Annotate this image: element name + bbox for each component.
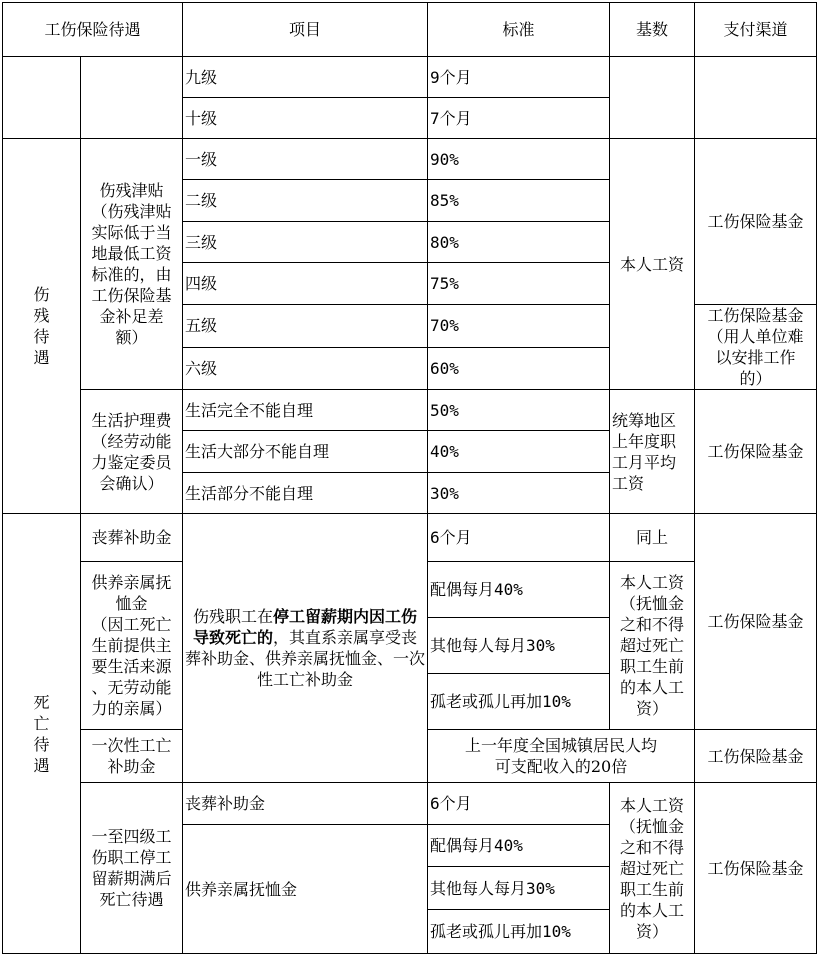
table-row	[3, 783, 817, 825]
standard-cell: 9个月	[428, 57, 610, 98]
grade-cell: 五级	[183, 305, 428, 348]
death-channel: 工伤保险基金	[695, 514, 817, 730]
standard-cell: 配偶每月40%	[428, 562, 610, 618]
table-row	[3, 390, 817, 431]
lump-sum-standard: 上一年度全国城镇居民人均 可支配收入的20倍	[428, 730, 695, 783]
grade-cell: 九级	[183, 57, 428, 98]
table-row	[3, 139, 817, 180]
empty-cell	[3, 57, 81, 139]
header-standard: 标准	[428, 3, 610, 57]
header-base: 基数	[610, 3, 695, 57]
standard-cell: 70%	[428, 305, 610, 348]
standard-cell: 80%	[428, 222, 610, 263]
lump-sum-channel: 工伤保险基金	[695, 730, 817, 783]
grade-cell: 二级	[183, 180, 428, 222]
nursing-base: 统筹地区 上年度职 工月平均 工资	[610, 390, 695, 514]
standard-cell: 6个月	[428, 514, 610, 562]
grade-cell: 六级	[183, 347, 428, 390]
standard-cell: 85%	[428, 180, 610, 222]
standard-cell: 75%	[428, 263, 610, 305]
empty-cell	[81, 57, 183, 139]
grade-cell: 一级	[183, 139, 428, 180]
allowance-base: 本人工资	[610, 139, 695, 390]
grade-cell: 三级	[183, 222, 428, 263]
table-row	[3, 57, 817, 98]
standard-cell: 其他每人每月30%	[428, 618, 610, 674]
allowance-channel: 工伤保险基金	[695, 139, 817, 305]
standard-cell: 配偶每月40%	[428, 825, 610, 867]
empty-cell	[610, 57, 695, 139]
standard-cell: 其他每人每月30%	[428, 867, 610, 910]
lump-sum-label: 一次性工亡 补助金	[81, 730, 183, 783]
grade-cell: 十级	[183, 98, 428, 139]
disability-allowance-label: 伤残津贴 （伤残津贴 实际低于当 地最低工资 标准的，由 工伤保险基 金补足差 额）	[81, 139, 183, 390]
header-row	[3, 3, 817, 57]
standard-cell: 孤老或孤儿再加10%	[428, 910, 610, 954]
standard-cell: 50%	[428, 390, 610, 431]
work-injury-benefits-table	[2, 2, 817, 954]
table-row	[3, 514, 817, 562]
standard-cell: 40%	[428, 431, 610, 473]
grade-1-4-label: 一至四级工 伤职工停工 留薪期满后 死亡待遇	[81, 783, 183, 954]
g14-base: 本人工资 （抚恤金 之和不得 超过死亡 职工生前 的本人工 资）	[610, 783, 695, 954]
allowance-channel-employer: 工伤保险基金 （用人单位难 以安排工作 的）	[695, 305, 817, 390]
empty-cell	[695, 57, 817, 139]
death-description: 伤残职工在停工留薪期内因工伤导致死亡的，其直系亲属享受丧葬补助金、供养亲属抚恤金、一次性工亡补助金	[183, 514, 428, 783]
standard-cell: 60%	[428, 347, 610, 390]
death-category: 死 亡 待 遇	[3, 514, 81, 954]
dependents-base: 本人工资 （抚恤金 之和不得 超过死亡 职工生前 的本人工 资）	[610, 562, 695, 730]
g14-channel: 工伤保险基金	[695, 783, 817, 954]
standard-cell: 6个月	[428, 783, 610, 825]
g14-dependents-item: 供养亲属抚恤金	[183, 825, 428, 954]
standard-cell: 孤老或孤儿再加10%	[428, 674, 610, 730]
standard-cell: 7个月	[428, 98, 610, 139]
funeral-label: 丧葬补助金	[81, 514, 183, 562]
standard-cell: 90%	[428, 139, 610, 180]
standard-cell: 30%	[428, 473, 610, 514]
header-channel: 支付渠道	[695, 3, 817, 57]
nursing-item: 生活大部分不能自理	[183, 431, 428, 473]
disability-category: 伤 残 待 遇	[3, 139, 81, 514]
grade-cell: 四级	[183, 263, 428, 305]
nursing-item: 生活完全不能自理	[183, 390, 428, 431]
header-benefit: 工伤保险待遇	[3, 3, 183, 57]
g14-funeral-item: 丧葬补助金	[183, 783, 428, 825]
dependents-pension-label: 供养亲属抚 恤金 （因工死亡 生前提供主 要生活来源 、无劳动能 力的亲属）	[81, 562, 183, 730]
nursing-fee-label: 生活护理费 （经劳动能 力鉴定委员 会确认）	[81, 390, 183, 514]
funeral-base: 同上	[610, 514, 695, 562]
nursing-channel: 工伤保险基金	[695, 390, 817, 514]
nursing-item: 生活部分不能自理	[183, 473, 428, 514]
header-item: 项目	[183, 3, 428, 57]
